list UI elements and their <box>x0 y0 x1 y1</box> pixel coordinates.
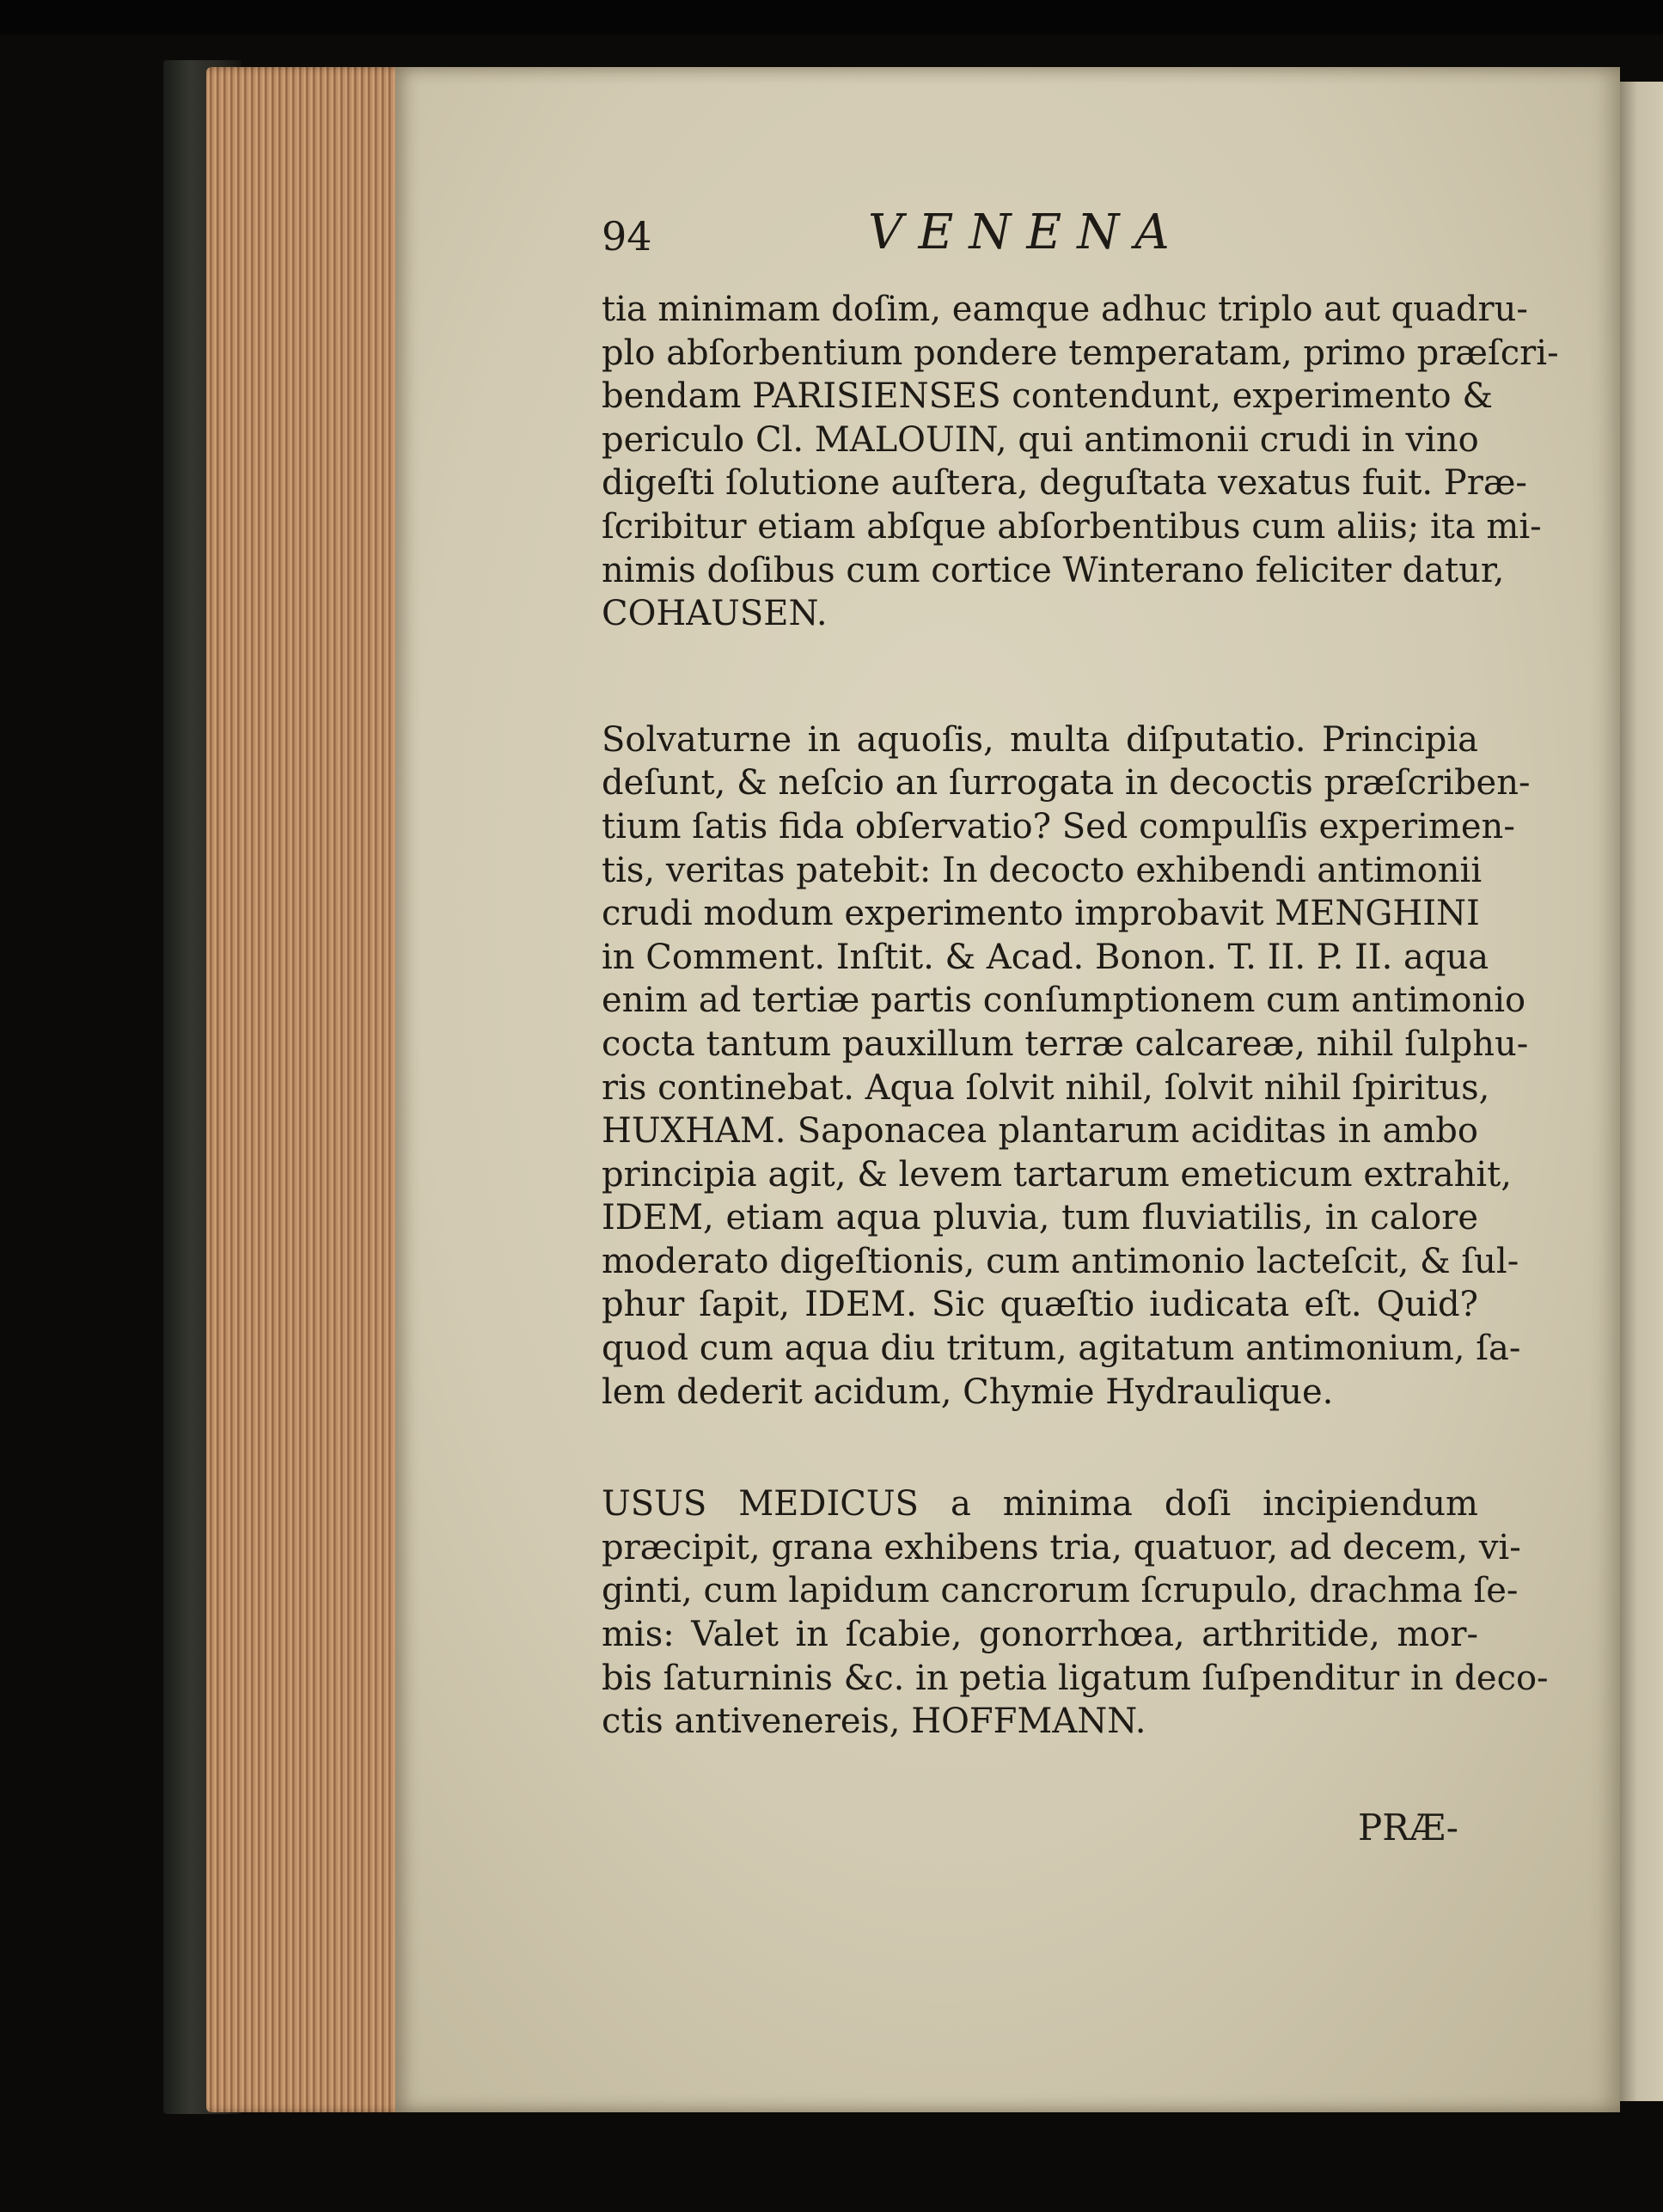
text-line: crudi modum experimento improbavit MENGHINI <box>602 894 1480 934</box>
facing-page-edge <box>1620 82 1663 2101</box>
text-line: quod cum aqua diu tritum, agitatum antimonium, ſa- <box>602 1329 1521 1369</box>
page-number: 94 <box>602 213 652 260</box>
text-line: tium ſatis fida obſervatio? Sed compulſis experimen- <box>602 806 1515 846</box>
text-line: phur ſapit, IDEM. Sic quæſtio iudicata eſt. Quid? <box>602 1285 1478 1325</box>
text-line: cocta tantum pauxillum terræ calcareæ, nihil ſulphu- <box>602 1024 1529 1064</box>
text-line: bendam PARISIENSES contendunt, experimento & <box>602 376 1493 417</box>
text-line: periculo Cl. MALOUIN, qui antimonii crudi in vino <box>602 419 1479 460</box>
text-line: IDEM, etiam aqua pluvia, tum fluviatilis, in calore <box>602 1198 1478 1238</box>
paragraph-2 <box>602 718 1531 1415</box>
running-head: VENENA <box>868 205 1185 260</box>
text-line: in Comment. Inſtit. & Acad. Bonon. T. II. P. II. aqua <box>602 937 1489 977</box>
text-line: moderato digeſtionis, cum antimonio lacteſcit, & ſul- <box>602 1241 1519 1281</box>
page-text <box>602 288 1559 1744</box>
paragraph-1 <box>602 288 1559 636</box>
paragraph-3 <box>602 1482 1549 1744</box>
text-line: lem dederit acidum, Chymie Hydraulique. <box>602 1372 1334 1412</box>
text-line: enim ad tertiæ partis conſumptionem cum antimonio <box>602 981 1526 1021</box>
text-line: COHAUSEN. <box>602 594 828 634</box>
text-line: ris continebat. Aqua ſolvit nihil, ſolvit nihil ſpiritus, <box>602 1067 1490 1108</box>
text-line: principia agit, & levem tartarum emeticum extrahit, <box>602 1154 1512 1195</box>
text-line: ſcribitur etiam abſque abſorbentibus cum aliis; ita mi- <box>602 506 1542 547</box>
text-line: mis: Valet in ſcabie, gonorrhœa, arthritide, mor- <box>602 1615 1478 1655</box>
text-line: præcipit, grana exhibens tria, quatuor, ad decem, vi- <box>602 1527 1521 1567</box>
text-line: ginti, cum lapidum cancrorum ſcrupulo, drachma ſe- <box>602 1571 1519 1611</box>
text-line: tis, veritas patebit: In decocto exhibendi antimonii <box>602 850 1483 890</box>
text-line: digeſti ſolutione auſtera, deguſtata vexatus fuit. Præ- <box>602 463 1527 504</box>
text-line: USUS MEDICUS a minima doſi incipiendum <box>602 1484 1478 1525</box>
paragraph-spacer <box>602 1414 1478 1482</box>
text-line: ctis antivenereis, HOFFMANN. <box>602 1702 1146 1742</box>
catchword: PRÆ- <box>1358 1806 1458 1848</box>
text-line: plo abſorbentium pondere temperatam, primo præſcri- <box>602 333 1559 373</box>
text-line: nimis doſibus cum cortice Winterano feliciter datur, <box>602 550 1505 590</box>
text-line: HUXHAM. Saponacea plantarum aciditas in ambo <box>602 1111 1478 1152</box>
paragraph-spacer <box>602 636 1478 718</box>
text-line: tia minimam doſim, eamque adhuc triplo aut quadru- <box>602 290 1528 329</box>
text-line: deſunt, & neſcio an ſurrogata in decoctis præſcriben- <box>602 763 1531 804</box>
text-line: bis ſaturninis &c. in petia ligatum ſuſpenditur in deco- <box>602 1658 1549 1698</box>
text-line: Solvaturne in aquoſis, multa diſputatio. Principia <box>602 719 1478 760</box>
page-edges <box>206 67 408 2112</box>
